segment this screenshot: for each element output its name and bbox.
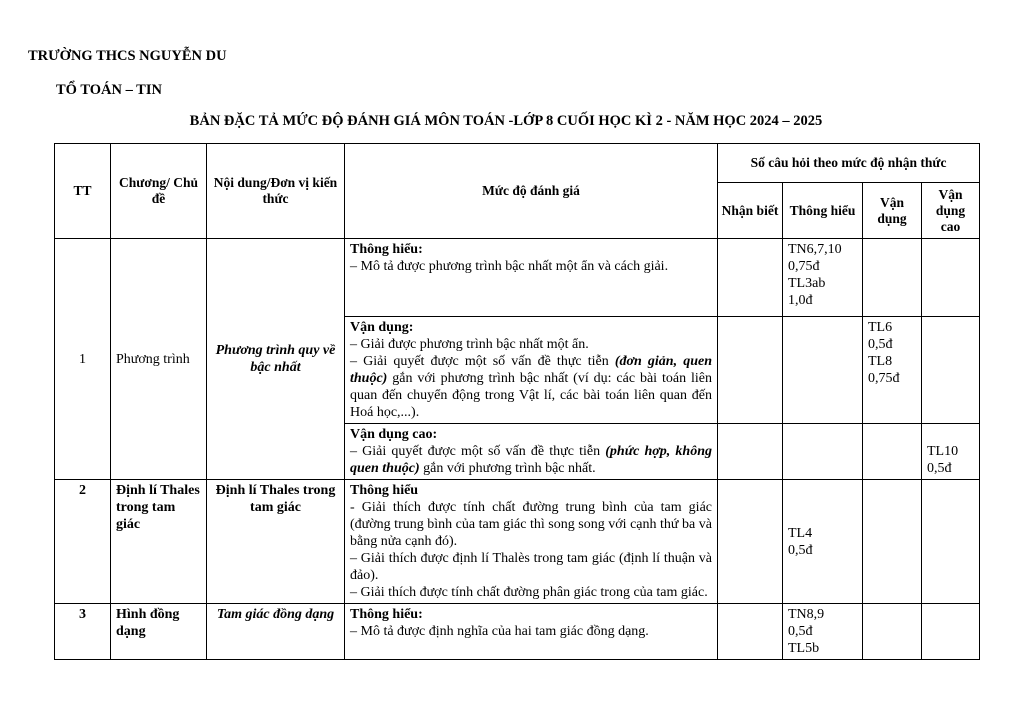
- assessment-line: – Giải quyết được một số vấn đề thực tiễn: [350, 354, 615, 369]
- header-content: Nội dung/Đơn vị kiến thức: [207, 144, 345, 239]
- assessment-cell: [345, 239, 718, 317]
- header-recognize: Nhận biết: [718, 183, 783, 239]
- row-number: 2: [55, 480, 111, 604]
- assessment-emphasis: (phức hợp, không quen thuộc): [350, 444, 712, 476]
- assessment-cell: [345, 317, 718, 424]
- understand-cell: TL4 0,5đ: [783, 480, 863, 604]
- assessment-line: – Mô tả được phương trình bậc nhất một ẩn và cách giải.: [350, 259, 669, 274]
- header-row-1: [55, 144, 980, 183]
- header-tt: TT: [55, 144, 111, 239]
- chapter-cell: Định lí Thales trong tam giác: [111, 480, 207, 604]
- header-assessment: Mức độ đánh giá: [345, 144, 718, 239]
- assessment-line: - Giải thích được tính chất đường trung bình của tam giác (đường trung bình của tam giác thì song song với cạnh thứ ba và bằng nửa cạnh đó).: [350, 500, 712, 549]
- header-understand: Thông hiểu: [783, 183, 863, 239]
- assessment-cell: [345, 424, 718, 480]
- table-row: [55, 480, 980, 604]
- assessment-line: – Giải thích được tính chất đường phân giác trong của tam giác.: [350, 585, 708, 600]
- level-label: Thông hiểu:: [350, 607, 423, 622]
- apply-cell: [863, 239, 922, 317]
- assessment-line: – Giải thích được định lí Thalès trong tam giác (định lí thuận và đảo).: [350, 551, 712, 583]
- content-cell: Tam giác đồng dạng: [207, 604, 345, 660]
- assessment-cell: [345, 480, 718, 604]
- content-cell: Định lí Thales trong tam giác: [207, 480, 345, 604]
- assessment-line: gắn với phương trình bậc nhất (ví dụ: các bài toán liên quan đến chuyển động trong Vật lí, các bài toán liên quan đến Hoá học,...).: [350, 371, 712, 420]
- header-apply: Vận dụng: [863, 183, 922, 239]
- recognize-cell: [718, 239, 783, 317]
- table-row: [55, 604, 980, 660]
- recognize-cell: [718, 424, 783, 480]
- understand-cell: [783, 317, 863, 424]
- assessment-line: – Giải được phương trình bậc nhất một ẩn.: [350, 337, 589, 352]
- assessment-cell: [345, 604, 718, 660]
- apply-cell: [863, 480, 922, 604]
- apply-cell: [863, 604, 922, 660]
- header-apply-high: Vận dụng cao: [922, 183, 980, 239]
- content-cell: Phương trình quy về bậc nhất: [207, 239, 345, 480]
- recognize-cell: [718, 480, 783, 604]
- apply-high-cell: [922, 317, 980, 424]
- assessment-line: – Mô tả được định nghĩa của hai tam giác đồng dạng.: [350, 624, 649, 639]
- apply-high-cell: [922, 480, 980, 604]
- department-name: TỔ TOÁN – TIN: [56, 82, 162, 98]
- row-number: 3: [55, 604, 111, 660]
- header-chapter: Chương/ Chủ đề: [111, 144, 207, 239]
- apply-high-cell: TL10 0,5đ: [922, 424, 980, 480]
- table-row: [55, 239, 980, 317]
- assessment-line: gắn với phương trình bậc nhất.: [419, 461, 596, 476]
- chapter-cell: Hình đồng dạng: [111, 604, 207, 660]
- assessment-line: – Giải quyết được một số vấn đề thực tiễn: [350, 444, 606, 459]
- level-label: Thông hiểu: [350, 483, 419, 498]
- recognize-cell: [718, 317, 783, 424]
- school-name: TRƯỜNG THCS NGUYỄN DU: [28, 48, 227, 64]
- apply-high-cell: [922, 604, 980, 660]
- row-number: 1: [55, 239, 111, 480]
- apply-high-cell: [922, 239, 980, 317]
- specification-table: [54, 143, 980, 660]
- apply-cell: TL6 0,5đ TL8 0,75đ: [863, 317, 922, 424]
- assessment-emphasis: (đơn giản, quen thuộc): [350, 354, 712, 386]
- level-label: Vận dụng cao:: [350, 427, 438, 442]
- level-label: Thông hiểu:: [350, 242, 423, 257]
- header-question-count: Số câu hỏi theo mức độ nhận thức: [718, 144, 980, 183]
- recognize-cell: [718, 604, 783, 660]
- level-label: Vận dụng:: [350, 320, 414, 335]
- chapter-cell: Phương trình: [111, 239, 207, 480]
- understand-cell: TN8,9 0,5đ TL5b: [783, 604, 863, 660]
- document-title: BẢN ĐẶC TẢ MỨC ĐỘ ĐÁNH GIÁ MÔN TOÁN -LỚP 8 CUỐI HỌC KÌ 2 - NĂM HỌC 2024 – 2025: [189, 113, 823, 129]
- understand-cell: TN6,7,10 0,75đ TL3ab 1,0đ: [783, 239, 863, 317]
- understand-cell: [783, 424, 863, 480]
- apply-cell: [863, 424, 922, 480]
